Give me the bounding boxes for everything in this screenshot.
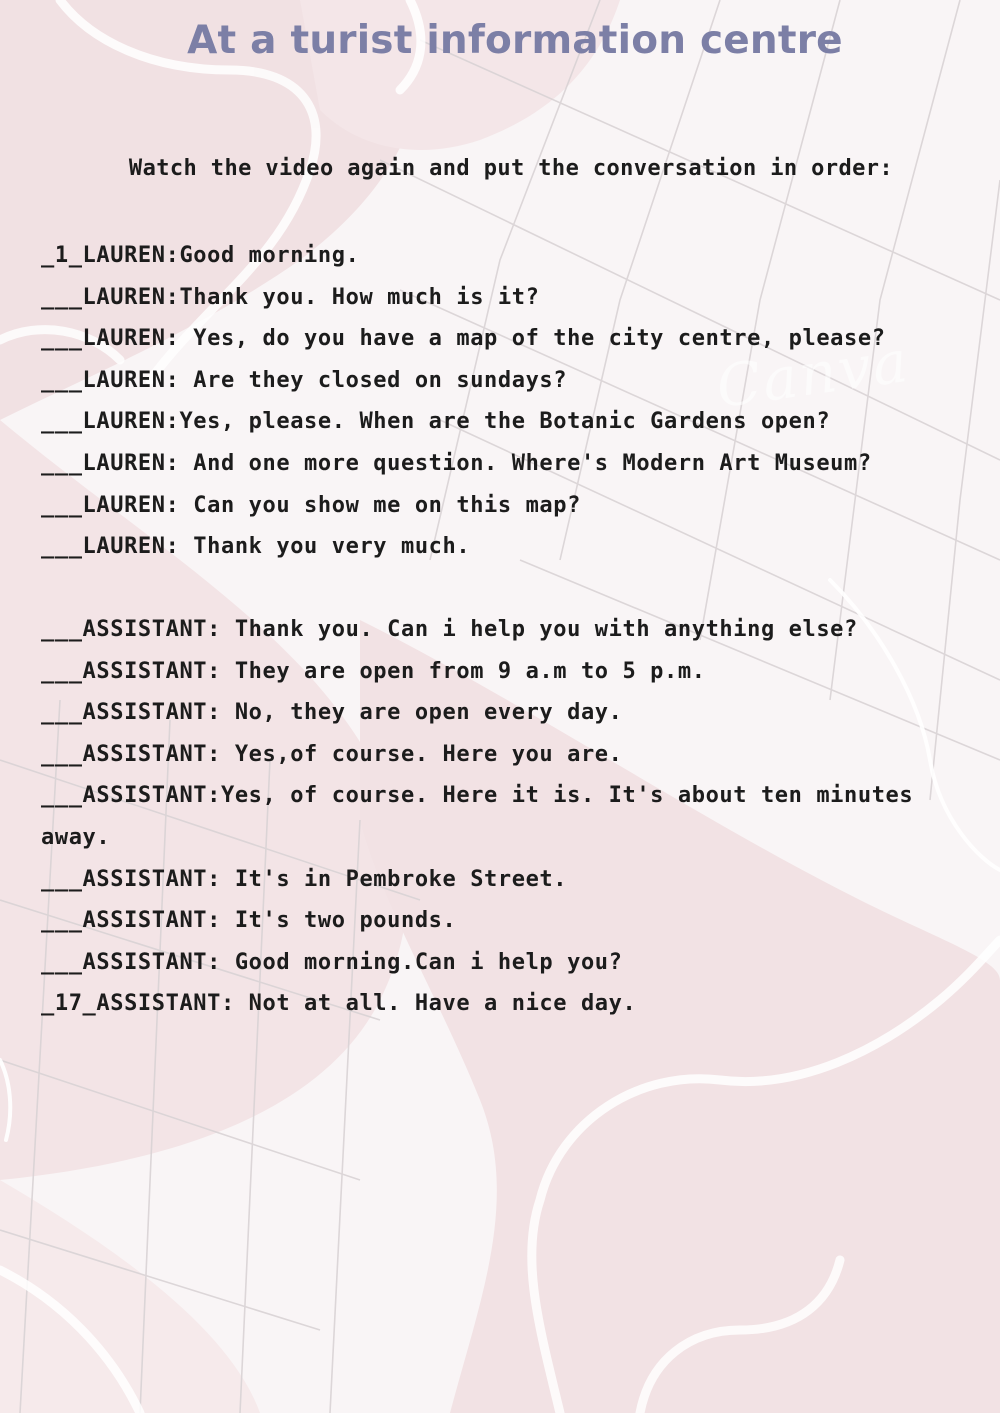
instructions-text: Watch the video again and put the conversation in order: — [128, 156, 894, 181]
list-item: ___LAUREN: Can you show me on this map? — [41, 492, 581, 518]
list-item: ___LAUREN: Are they closed on sundays? — [41, 367, 568, 393]
list-item: _17_ASSISTANT: Not at all. Have a nice day. — [41, 991, 637, 1017]
list-item: ___LAUREN:Thank you. How much is it? — [41, 284, 540, 310]
list-item: _1_LAUREN:Good morning. — [41, 243, 360, 268]
list-item: ___ASSISTANT: Good morning.Can i help you? — [41, 949, 623, 975]
list-item: ___ASSISTANT: It's in Pembroke Street. — [41, 866, 568, 892]
list-item: ___ASSISTANT: They are open from 9 a.m to 5 p.m. — [41, 658, 706, 684]
assistant-lines-list — [41, 609, 981, 1025]
lauren-lines-list — [41, 235, 981, 568]
list-item: ___ASSISTANT: It's two pounds. — [41, 908, 457, 934]
list-item: ___ASSISTANT: Thank you. Can i help you with anything else? — [41, 617, 858, 642]
list-item: ___LAUREN: Yes, do you have a map of the city centre, please? — [41, 326, 886, 352]
list-item: ___LAUREN: Thank you very much. — [41, 534, 471, 560]
list-item: ___ASSISTANT:Yes, of course. Here it is. It's about ten minutes away. — [41, 783, 928, 850]
list-item: ___ASSISTANT: Yes,of course. Here you are. — [41, 741, 623, 767]
list-item: ___ASSISTANT: No, they are open every day. — [41, 700, 623, 726]
watermark: Canva — [712, 326, 914, 422]
list-item: ___LAUREN: And one more question. Where's Modern Art Museum? — [41, 450, 872, 476]
page-title: At a turist information centre — [187, 18, 843, 63]
list-item: ___LAUREN:Yes, please. When are the Botanic Gardens open? — [41, 409, 831, 435]
